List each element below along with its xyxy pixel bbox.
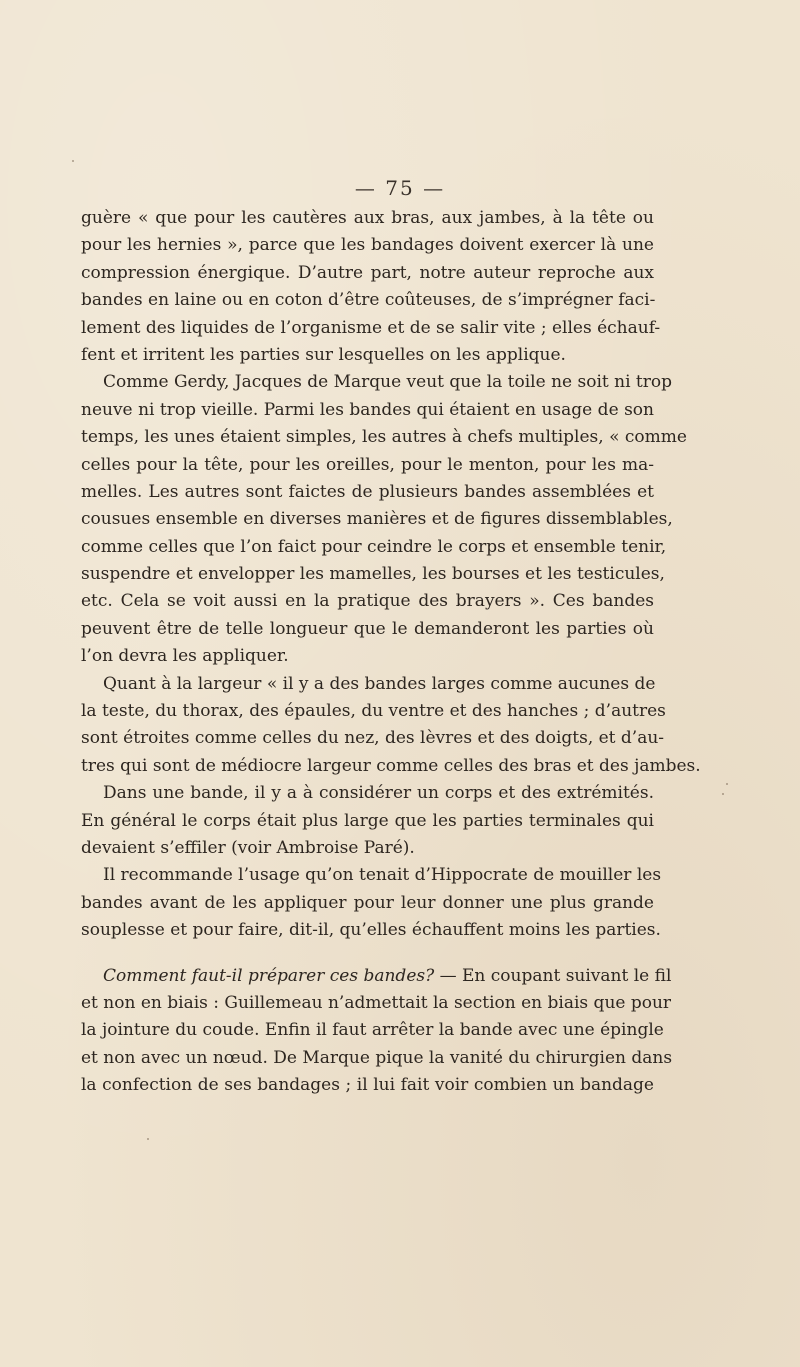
text-line: melles. Les autres sont faictes de plusieurs bandes assemblées et	[81, 481, 654, 502]
section2-first-line	[81, 963, 672, 990]
paper-speck	[722, 793, 724, 795]
italic-question: Comment faut-il préparer ces bandes?	[103, 965, 435, 986]
paper-speck	[147, 1138, 149, 1140]
text-line: la teste, du thorax, des épaules, du ventre et des hanches ; d’autres	[81, 701, 666, 722]
text-line: etc. Cela se voit aussi en la pratique des brayers ». Ces bandes	[81, 591, 654, 612]
page-number: — 75 —	[354, 176, 446, 200]
text-line: et non en biais : Guillemeau n’admettait la section en biais que pour	[81, 992, 672, 1013]
text-line: tres qui sont de médiocre largeur comme celles des bras et des jambes.	[81, 755, 701, 776]
text-line: la confection de ses bandages ; il lui fait voir combien un bandage	[81, 1075, 654, 1096]
text-line: comme celles que l’on faict pour ceindre le corps et ensemble tenir,	[81, 536, 667, 557]
text-line: Dans une bande, il y a à considérer un corps et des extrémités.	[103, 783, 654, 804]
paragraph-gap	[81, 945, 654, 963]
text-line: la jointure du coude. Enfin il faut arrêter la bande avec une épingle	[81, 1020, 664, 1041]
text-line: En général le corps était plus large que les parties terminales qui	[81, 810, 654, 831]
paper-speck	[726, 783, 728, 785]
text-line: bandes avant de les appliquer pour leur donner une plus grande	[81, 892, 654, 913]
text-line: pour les hernies », parce que les bandages doivent exercer là une	[81, 235, 654, 256]
text-line: temps, les unes étaient simples, les autres à chefs multiples, « comme	[81, 427, 687, 448]
paper-speck	[72, 160, 74, 162]
section2-lines	[81, 990, 673, 1100]
text-line: Quant à la largeur « il y a des bandes larges comme aucunes de	[103, 673, 656, 694]
text-line: guère « que pour les cautères aux bras, aux jambes, à la tête ou	[81, 208, 654, 228]
text-line: compression énergique. D’autre part, notre auteur reproche aux	[81, 262, 654, 283]
text-line: celles pour la tête, pour les oreilles, pour le menton, pour les ma-	[81, 454, 654, 475]
text-line: Il recommande l’usage qu’on tenait d’Hippocrate de mouiller les	[103, 865, 662, 886]
text-line: neuve ni trop vieille. Parmi les bandes qui étaient en usage de son	[81, 399, 654, 420]
main-paragraphs	[81, 205, 701, 945]
text-line: Comme Gerdy, Jacques de Marque veut que la toile ne soit ni trop	[103, 372, 672, 393]
text-line: l’on devra les appliquer.	[81, 646, 289, 667]
first-line-rest: — En coupant suivant le fil	[434, 965, 672, 986]
text-line: devaient s’effiler (voir Ambroise Paré).	[81, 837, 415, 858]
text-line: souplesse et pour faire, dit-il, qu’elles échauffent moins les parties.	[81, 920, 661, 941]
body-text	[81, 205, 701, 1100]
text-line: et non avec un nœud. De Marque pique la vanité du chirurgien dans	[81, 1047, 673, 1068]
text-line: peuvent être de telle longueur que le demanderont les parties où	[81, 618, 654, 639]
section-comment-preparer	[81, 963, 673, 1100]
text-line: fent et irritent les parties sur lesquelles on les applique.	[81, 344, 566, 365]
text-line: lement des liquides de l’organisme et de se salir vite ; elles échauf-	[81, 317, 661, 338]
text-line: cousues ensemble en diverses manières et de figures dissemblables,	[81, 509, 673, 530]
text-line: sont étroites comme celles du nez, des lèvres et des doigts, et d’au-	[81, 728, 665, 749]
text-line: suspendre et envelopper les mamelles, les bourses et les testicules,	[81, 564, 665, 585]
text-line: bandes en laine ou en coton d’être coûteuses, de s’imprégner faci-	[81, 290, 656, 311]
